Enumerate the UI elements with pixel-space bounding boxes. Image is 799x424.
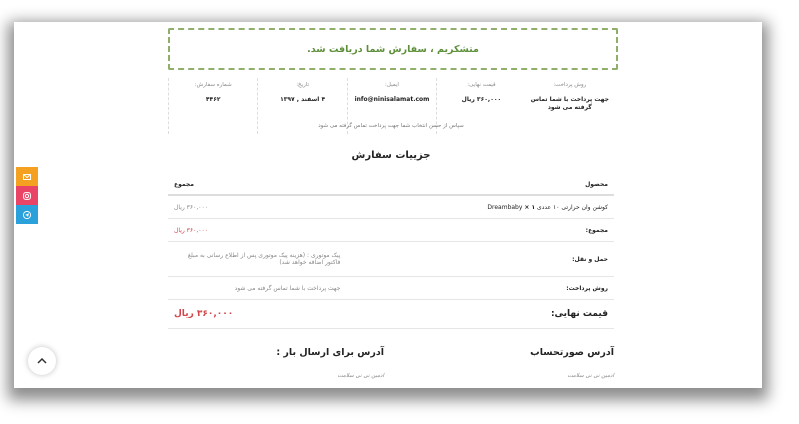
- product-quantity: × ۱: [524, 203, 536, 211]
- order-details-title: جزییات سفارش: [351, 150, 431, 161]
- thank-you-message: متشکریم ، سفارش شما دریافت شد.: [307, 43, 479, 55]
- payment-label: روش پرداخت:: [346, 277, 614, 300]
- shipping-address-title: آدرس برای ارسال بار :: [276, 347, 384, 358]
- product-link[interactable]: کوشن وان حرارتی ۱۰ عددی Dreambaby: [487, 203, 608, 211]
- overview-value: ۳۶۰,۰۰۰ ریال: [461, 96, 502, 103]
- header-total: مجموع: [168, 174, 346, 195]
- shipping-address-name: ادمین نی نی سلامت: [337, 373, 384, 379]
- table-row: [168, 300, 614, 329]
- table-row: [168, 242, 614, 277]
- overview-value: ۴ اسفند , ۱۳۹۷: [280, 96, 326, 103]
- billing-address-title: آدرس صورتحساب: [530, 347, 614, 358]
- overview-label: ایمیل:: [385, 82, 399, 88]
- scroll-to-top-button[interactable]: [28, 347, 56, 375]
- chevron-up-icon: [37, 358, 47, 364]
- overview-label: قیمت نهایی:: [467, 82, 496, 88]
- overview-label: شماره سفارش:: [194, 82, 232, 88]
- shipping-value: پیک موتوری : (هزینه پیک موتوری پس از اطلاع رسانی به مبلغ فاکتور اضافه خواهد شد): [168, 242, 346, 277]
- mail-share-button[interactable]: [16, 167, 38, 186]
- order-received-page: [14, 22, 762, 388]
- overview-label: روش پرداخت:: [553, 82, 587, 88]
- billing-address-name: ادمین نی نی سلامت: [567, 373, 614, 379]
- table-row: [168, 219, 614, 242]
- instagram-button[interactable]: [16, 186, 38, 205]
- item-cell: [346, 195, 614, 219]
- order-details-table: [168, 174, 614, 329]
- grand-total-value: ۳۶۰,۰۰۰ ریال: [168, 300, 346, 329]
- instagram-icon: [23, 192, 31, 200]
- table-row: [168, 277, 614, 300]
- header-product: محصول: [346, 174, 614, 195]
- grand-total-label: قیمت نهایی:: [346, 300, 614, 329]
- telegram-icon: [23, 211, 31, 219]
- payment-note: سپاس از حسن انتخاب شما جهت پرداخت تماس گرفته می شود: [318, 123, 464, 129]
- mail-icon: [23, 174, 31, 180]
- subtotal-value: ۳۶۰,۰۰۰ ریال: [168, 219, 346, 242]
- table-row: [168, 195, 614, 219]
- overview-value: info@ninisalamat.com: [354, 96, 430, 103]
- thank-you-notice: [168, 28, 618, 70]
- payment-value: جهت پرداخت با شما تماس گرفته می شود: [168, 277, 346, 300]
- overview-value: جهت پرداخت با شما تماس گرفته می شود: [530, 96, 609, 111]
- shipping-label: حمل و نقل:: [346, 242, 614, 277]
- telegram-button[interactable]: [16, 205, 38, 224]
- overview-label: تاریخ:: [296, 82, 309, 88]
- table-header-row: [168, 174, 614, 195]
- subtotal-label: مجموع:: [346, 219, 614, 242]
- item-total: ۳۶۰,۰۰۰ ریال: [168, 195, 346, 219]
- overview-value: ۴۴۶۲: [205, 96, 221, 103]
